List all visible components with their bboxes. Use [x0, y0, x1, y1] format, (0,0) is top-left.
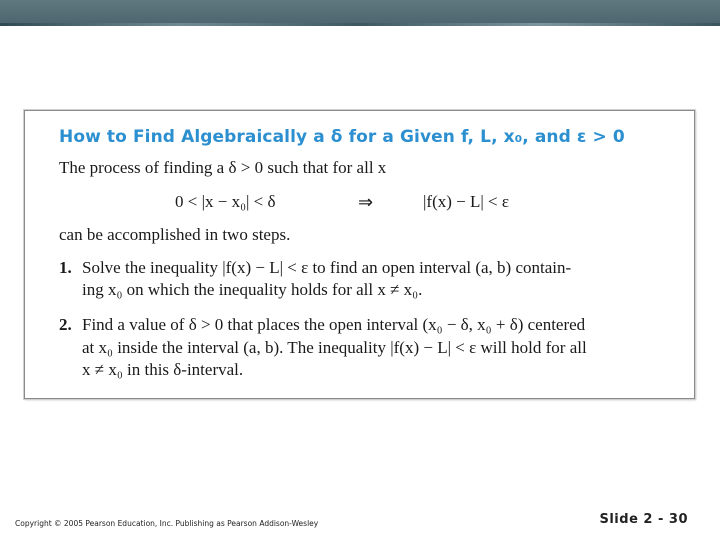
display-result: |f(x) − L| < ε: [423, 192, 509, 211]
step-2-line-1: Find a value of δ > 0 that places the open interval (x₀ − δ, x₀ + δ) centered: [82, 315, 586, 334]
copyright-text: Copyright © 2005 Pearson Education, Inc. Publishing as Pearson Addison-Wesley: [15, 519, 319, 528]
step-1-line-1: Solve the inequality |f(x) − L| < ε to find an open interval (a, b) contain-: [82, 258, 572, 277]
step-1-line-2: ing x₀ on which the inequality holds for all x ≠ x₀.: [82, 280, 423, 299]
slide-header-bar: [0, 0, 720, 26]
step-2-line-2: at x₀ inside the interval (a, b). The inequality |f(x) − L| < ε will hold for all: [82, 338, 587, 357]
display-condition: 0 < |x − x₀| < δ: [175, 192, 276, 211]
step-1-number: 1.: [59, 258, 72, 277]
implies-arrow: ⇒: [358, 192, 374, 212]
intro-text: The process of finding a δ > 0 such that for all x: [59, 158, 387, 177]
slide-number: Slide 2 - 30: [599, 512, 688, 527]
step-2-number: 2.: [59, 315, 72, 334]
definition-box: [24, 110, 695, 399]
box-heading: How to Find Algebraically a δ for a Given f, L, x₀, and ε > 0: [59, 127, 625, 147]
step-2-line-3: x ≠ x₀ in this δ-interval.: [82, 360, 244, 379]
steps-intro: can be accomplished in two steps.: [59, 225, 291, 244]
